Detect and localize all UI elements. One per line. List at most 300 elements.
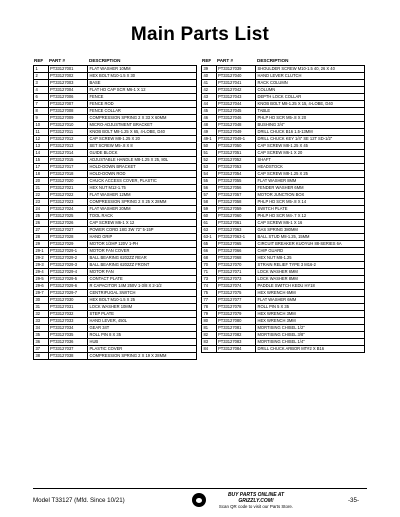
model-label: Model T33127 (Mfd. Since 10/21) <box>33 497 125 504</box>
table-row <box>34 290 197 297</box>
table-row <box>202 80 365 87</box>
ref-cell: 29 <box>34 241 49 248</box>
part-number-header: PART # <box>217 58 233 63</box>
table-row <box>202 325 365 332</box>
table-row <box>34 248 197 255</box>
ref-cell: 28 <box>34 234 49 241</box>
part-number-cell: PT33127084 <box>216 346 256 353</box>
ref-cell: 74 <box>202 283 217 290</box>
description-cell: CENTRIFUGAL SWITCH <box>88 290 197 297</box>
part-number-cell: PT33127034 <box>48 325 88 332</box>
table-row <box>34 136 197 143</box>
part-number-cell: PT33127032 <box>48 311 88 318</box>
part-number-cell: PT33127048 <box>216 122 256 129</box>
description-cell: SWITCH PLATE <box>256 206 365 213</box>
part-number-cell: PT33127046 <box>216 115 256 122</box>
ref-cell: 30 <box>34 297 49 304</box>
table-row <box>34 227 197 234</box>
part-number-cell: PT33127078 <box>216 304 256 311</box>
description-cell: CIRCUIT BREAKER KUOYUH 88-SERIES 6A <box>256 241 365 248</box>
ref-cell: 79 <box>202 311 217 318</box>
table-row <box>34 255 197 262</box>
description-cell: KNOB BOLT M8-1.25 X 65, 4-LOBE, D40 <box>88 129 197 136</box>
description-cell: HAND LEVER CLUTCH <box>256 73 365 80</box>
description-cell: DRILL CHUCK KEY 1/4" SE 12T SD-1/2" <box>256 136 365 143</box>
description-cell: CONTACT PLATE <box>88 276 197 283</box>
part-number-cell: PT33127026 <box>48 220 88 227</box>
table-row <box>202 143 365 150</box>
ref-cell: 22 <box>34 192 49 199</box>
promo-subline: Scan QR code to visit our Parts Store. <box>218 504 294 509</box>
table-row <box>34 346 197 353</box>
ref-cell: 73 <box>202 276 217 283</box>
table-row <box>202 115 365 122</box>
table-row <box>34 332 197 339</box>
description-cell: FLAT HD CAP SCR M6-1 X 12 <box>88 87 197 94</box>
table-row <box>34 269 197 276</box>
ref-cell: 35 <box>34 332 49 339</box>
part-number-cell: PT33127002 <box>48 73 88 80</box>
table-row <box>34 164 197 171</box>
description-cell: HEX WRENCH 3MM <box>256 311 365 318</box>
ref-cell: 44 <box>202 101 217 108</box>
part-number-cell: PT33127022 <box>48 192 88 199</box>
table-row <box>34 297 197 304</box>
description-cell: POWER CORD 18G 3W 72" 5-15P <box>88 227 197 234</box>
description-cell: MOTOR 1/2HP 120V 1-PH <box>88 241 197 248</box>
ref-cell: 51 <box>202 150 217 157</box>
part-number-cell: PT33127029-4 <box>48 269 88 276</box>
table-row <box>202 185 365 192</box>
ref-cell: 58 <box>202 199 217 206</box>
ref-cell: 38 <box>34 353 49 360</box>
description-cell: FLAT WASHER 12MM <box>88 192 197 199</box>
ref-cell: 32 <box>34 311 49 318</box>
part-number-cell: PT33127043 <box>216 94 256 101</box>
ref-cell: 29-2 <box>34 255 49 262</box>
ref-cell: 29-4 <box>34 269 49 276</box>
table-row <box>202 192 365 199</box>
part-number-cell: PT33127003 <box>48 80 88 87</box>
part-number-cell: PT33127079 <box>216 311 256 318</box>
ref-cell: 70 <box>202 262 217 269</box>
ref-cell: 42 <box>202 87 217 94</box>
description-cell: LOCK WASHER 8MM <box>256 276 365 283</box>
description-cell: CAP SCREW M6-1 X 12 <box>88 220 197 227</box>
promo-headline: BUY PARTS ONLINE AT GRIZZLY.COM! <box>227 492 285 504</box>
ref-cell: 7 <box>34 101 49 108</box>
ref-cell: 68 <box>202 255 217 262</box>
table-row <box>202 269 365 276</box>
table-row <box>202 157 365 164</box>
part-number-cell: PT33127051 <box>216 150 256 157</box>
ref-cell: 52 <box>202 157 217 164</box>
parts-table-header <box>33 56 197 65</box>
table-row <box>202 213 365 220</box>
ref-cell: 63-1 <box>202 234 217 241</box>
part-number-cell: PT33127080 <box>216 318 256 325</box>
description-cell: ROLL PIN 5 X 35 <box>256 304 365 311</box>
table-row <box>34 185 197 192</box>
part-number-cell: PT33127036 <box>48 339 88 346</box>
part-number-cell: PT33127013 <box>48 143 88 150</box>
part-number-cell: PT33127038 <box>48 353 88 360</box>
table-row <box>34 192 197 199</box>
ref-cell: 46 <box>202 115 217 122</box>
table-row <box>34 276 197 283</box>
part-number-cell: PT33127081 <box>216 325 256 332</box>
description-cell: PHLP HD SCR M4-.7 X 12 <box>256 213 365 220</box>
part-number-cell: PT33127039 <box>216 66 256 73</box>
ref-header: REF <box>202 58 212 63</box>
ref-cell: 23 <box>34 199 49 206</box>
description-cell: HOLD-DOWN ROD <box>88 171 197 178</box>
table-row <box>202 136 365 143</box>
part-number-cell: PT33127008 <box>48 108 88 115</box>
table-row <box>34 199 197 206</box>
description-cell: FENCE ROD <box>88 101 197 108</box>
grizzly-bear-logo-icon <box>192 493 206 507</box>
ref-cell: 29-1 <box>34 248 49 255</box>
description-cell: TOOL RACK <box>88 213 197 220</box>
description-cell: COMPRESSION SPRING 2 X 25 X 28MM <box>88 199 197 206</box>
table-row <box>202 164 365 171</box>
table-row <box>34 115 197 122</box>
part-number-cell: PT33127007 <box>48 101 88 108</box>
ref-cell: 27 <box>34 227 49 234</box>
description-cell: PHLP HD SCR M5-.8 X 20 <box>256 115 365 122</box>
description-cell: FENDER WASHER 6MM <box>256 185 365 192</box>
table-row <box>202 283 365 290</box>
table-row <box>202 150 365 157</box>
table-row <box>202 129 365 136</box>
table-row <box>34 178 197 185</box>
footer-divider <box>33 488 367 489</box>
ref-cell: 13 <box>34 143 49 150</box>
ref-cell: 65 <box>202 241 217 248</box>
part-number-cell: PT33127015 <box>48 157 88 164</box>
ref-cell: 75 <box>202 290 217 297</box>
part-number-cell: PT33127025 <box>48 213 88 220</box>
table-row <box>34 66 197 73</box>
table-row <box>34 325 197 332</box>
page-number: -35- <box>348 497 360 504</box>
table-row <box>34 143 197 150</box>
description-cell: COMPRESSION SPRING 2 X 19 X 28MM <box>88 353 197 360</box>
ref-cell: 36 <box>34 339 49 346</box>
table-row <box>34 213 197 220</box>
part-number-cell: PT33127042 <box>216 87 256 94</box>
table-row <box>34 87 197 94</box>
description-cell: CHIP GUARD <box>256 248 365 255</box>
table-row <box>34 311 197 318</box>
part-number-cell: PT33127074 <box>216 283 256 290</box>
table-row <box>202 220 365 227</box>
ref-cell: 83 <box>202 339 217 346</box>
description-cell: HEADSTOCK <box>256 164 365 171</box>
part-number-cell: PT33127070 <box>216 262 256 269</box>
ref-cell: 29-7 <box>34 290 49 297</box>
description-cell: GAS SPRING 380MM <box>256 227 365 234</box>
table-row <box>34 80 197 87</box>
description-cell: CAP SCREW M8-1.25 X 20 <box>88 136 197 143</box>
table-row <box>34 262 197 269</box>
table-row <box>34 339 197 346</box>
part-number-cell: PT33127029-6 <box>48 283 88 290</box>
ref-cell: 8 <box>34 108 49 115</box>
part-number-cell: PT33127054 <box>216 171 256 178</box>
table-row <box>202 255 365 262</box>
part-number-cell: PT33127029-3 <box>48 262 88 269</box>
ref-cell: 17 <box>34 164 49 171</box>
table-row <box>34 150 197 157</box>
part-number-cell: PT33127044 <box>216 101 256 108</box>
ref-cell: 77 <box>202 297 217 304</box>
ref-cell: 84 <box>202 346 217 353</box>
description-cell: MOTOR JUNCTION BOX <box>256 192 365 199</box>
part-number-cell: PT33127050 <box>216 143 256 150</box>
description-cell: GEAR 34T <box>88 325 197 332</box>
description-cell: KNOB BOLT M8-1.25 X 15, 4-LOBE, D40 <box>256 101 365 108</box>
table-row <box>202 346 365 353</box>
table-row <box>202 339 365 346</box>
ref-cell: 25 <box>34 213 49 220</box>
description-cell: CAP SCREW M6-1 X 16 <box>256 220 365 227</box>
part-number-cell: PT33127021 <box>48 185 88 192</box>
part-number-cell: PT33127037 <box>48 346 88 353</box>
description-cell: RACK COLUMN <box>256 80 365 87</box>
table-row <box>34 122 197 129</box>
table-row <box>34 129 197 136</box>
table-row <box>34 73 197 80</box>
table-row <box>202 234 365 241</box>
table-row <box>202 87 365 94</box>
description-cell: DRILL CHUCK B16 1.5-13MM <box>256 129 365 136</box>
table-row <box>34 171 197 178</box>
parts-list-right <box>201 56 365 353</box>
ref-cell: 55 <box>202 178 217 185</box>
ref-cell: 49-1 <box>202 136 217 143</box>
description-cell: HAND LEVER, 450L <box>88 318 197 325</box>
description-cell: BALL BEARING 6202ZZ REAR <box>88 255 197 262</box>
description-cell: PLASTIC COVER <box>88 346 197 353</box>
ref-cell: 80 <box>202 318 217 325</box>
description-cell: HUB <box>88 339 197 346</box>
description-cell: SET SCREW M5-.8 X 8 <box>88 143 197 150</box>
table-row <box>202 304 365 311</box>
ref-cell: 61 <box>202 220 217 227</box>
part-number-cell: PT33127030 <box>48 297 88 304</box>
table-row <box>34 206 197 213</box>
description-cell: HAND GRIP <box>88 234 197 241</box>
ref-cell: 54 <box>202 171 217 178</box>
table-row <box>202 73 365 80</box>
parts-list-left <box>33 56 197 360</box>
description-cell: FLAT WASHER 10MM <box>88 66 197 73</box>
description-cell: BALL STUD M8-1.25, 15MM <box>256 234 365 241</box>
ref-cell: 39 <box>202 66 217 73</box>
part-number-cell: PT33127018 <box>48 171 88 178</box>
part-number-cell: PT33127057 <box>216 192 256 199</box>
table-row <box>34 318 197 325</box>
description-cell: STEP PLATE <box>88 311 197 318</box>
part-number-cell: PT33127053 <box>216 164 256 171</box>
description-cell: SHAFT <box>256 157 365 164</box>
part-number-cell: PT33127066 <box>216 248 256 255</box>
description-cell: FLAT WASHER 8MM <box>256 178 365 185</box>
description-cell: CAP SCREW M8-1.25 X 25 <box>256 171 365 178</box>
ref-cell: 14 <box>34 150 49 157</box>
part-number-cell: PT33127083 <box>216 339 256 346</box>
part-number-cell: PT33127040 <box>216 73 256 80</box>
parts-table-left <box>33 65 197 360</box>
description-cell: BALL BEARING 6202ZZ FRONT <box>88 262 197 269</box>
description-cell: MORTISING CHISEL 1/2" <box>256 325 365 332</box>
description-cell: COMPRESSION SPRING 2 X 33 X 60MM <box>88 115 197 122</box>
table-row <box>202 108 365 115</box>
part-number-cell: PT33127024 <box>48 206 88 213</box>
description-cell: PADDLE SWITCH KEDU HY18 <box>256 283 365 290</box>
ref-cell: 9 <box>34 115 49 122</box>
ref-cell: 57 <box>202 192 217 199</box>
description-cell: GUIDE BLOCK <box>88 150 197 157</box>
ref-cell: 49 <box>202 129 217 136</box>
description-cell: FLAT WASHER 20MM <box>88 206 197 213</box>
description-cell: HOLD-DOWN BRACKET <box>88 164 197 171</box>
part-number-header: PART # <box>49 58 65 63</box>
table-row <box>34 304 197 311</box>
ref-cell: 3 <box>34 80 49 87</box>
description-cell: CHUCK ACCESS COVER, PLASTIC <box>88 178 197 185</box>
part-number-cell: PT33127004 <box>48 87 88 94</box>
ref-cell: 66 <box>202 248 217 255</box>
table-row <box>202 101 365 108</box>
ref-cell: 15 <box>34 157 49 164</box>
description-cell: FENCE COLLAR <box>88 108 197 115</box>
part-number-cell: PT33127059 <box>216 206 256 213</box>
description-cell: SHOULDER SCREW M10-1.5 40, 26 X 40 <box>256 66 365 73</box>
description-cell: PHLP HD SCR M5-.8 X 14 <box>256 199 365 206</box>
description-cell: TABLE <box>256 108 365 115</box>
part-number-cell: PT33127028 <box>48 234 88 241</box>
description-cell: MOTOR FAN COVER <box>88 248 197 255</box>
table-row <box>202 122 365 129</box>
description-cell: COLUMN <box>256 87 365 94</box>
part-number-cell: PT33127041 <box>216 80 256 87</box>
description-cell: R CAPACITOR 14M 250V 1-3/8 X 2-1/2 <box>88 283 197 290</box>
parts-promo <box>212 492 300 510</box>
ref-cell: 1 <box>34 66 49 73</box>
part-number-cell: PT33127014 <box>48 150 88 157</box>
description-cell: DRILL CHUCK ARBOR MT#2 X B16 <box>256 346 365 353</box>
description-cell: HEX WRENCH 3MM <box>256 318 365 325</box>
table-row <box>202 227 365 234</box>
part-number-cell: PT33127060 <box>216 213 256 220</box>
table-row <box>202 94 365 101</box>
part-number-cell: PT33127077 <box>216 297 256 304</box>
description-header: DESCRIPTION <box>89 58 121 63</box>
part-number-cell: PT33127011 <box>48 129 88 136</box>
part-number-cell: PT33127082 <box>216 332 256 339</box>
table-row <box>34 234 197 241</box>
part-number-cell: PT33127017 <box>48 164 88 171</box>
ref-header: REF <box>34 58 44 63</box>
ref-cell: 12 <box>34 136 49 143</box>
ref-cell: 43 <box>202 94 217 101</box>
part-number-cell: PT33127052 <box>216 157 256 164</box>
ref-cell: 78 <box>202 304 217 311</box>
ref-cell: 37 <box>34 346 49 353</box>
description-cell: DEPTH LOCK COLLAR <box>256 94 365 101</box>
description-cell: MICRO-ADJUSTMENT BRACKET <box>88 122 197 129</box>
ref-cell: 26 <box>34 220 49 227</box>
table-row <box>202 332 365 339</box>
page-title: Main Parts List <box>130 24 270 45</box>
part-number-cell: PT33127029-7 <box>48 290 88 297</box>
description-cell: MORTISING CHISEL 1/4" <box>256 339 365 346</box>
ref-cell: 2 <box>34 73 49 80</box>
ref-cell: 29-3 <box>34 262 49 269</box>
description-cell: HEX NUT M8-1.25 <box>256 255 365 262</box>
ref-cell: 81 <box>202 325 217 332</box>
ref-cell: 31 <box>34 304 49 311</box>
description-cell: FENCE <box>88 94 197 101</box>
description-cell: HEX NUT M12-1.75 <box>88 185 197 192</box>
part-number-cell: PT33127065 <box>216 241 256 248</box>
part-number-cell: PT33127033 <box>48 318 88 325</box>
part-number-cell: PT33127071 <box>216 269 256 276</box>
ref-cell: 53 <box>202 164 217 171</box>
description-cell: LOCK WASHER 10MM <box>88 304 197 311</box>
part-number-cell: PT33127001 <box>48 66 88 73</box>
table-row <box>202 290 365 297</box>
part-number-cell: PT33127012 <box>48 136 88 143</box>
ref-cell: 71 <box>202 269 217 276</box>
ref-cell: 11 <box>34 129 49 136</box>
description-cell: HEX BOLT M10-1.5 X 25 <box>88 297 197 304</box>
table-row <box>34 353 197 360</box>
description-header: DESCRIPTION <box>257 58 289 63</box>
table-row <box>202 206 365 213</box>
description-cell: BUSHING 3/4" <box>256 122 365 129</box>
part-number-cell: PT33127068 <box>216 255 256 262</box>
ref-cell: 41 <box>202 80 217 87</box>
ref-cell: 40 <box>202 73 217 80</box>
ref-cell: 59 <box>202 206 217 213</box>
ref-cell: 63 <box>202 227 217 234</box>
ref-cell: 82 <box>202 332 217 339</box>
part-number-cell: PT33127049 <box>216 129 256 136</box>
table-row <box>34 94 197 101</box>
table-row <box>202 171 365 178</box>
table-row <box>34 157 197 164</box>
part-number-cell: PT33127029 <box>48 241 88 248</box>
part-number-cell: PT33127009 <box>48 115 88 122</box>
description-cell: BASE <box>88 80 197 87</box>
part-number-cell: PT33127056 <box>216 185 256 192</box>
part-number-cell: PT33127061 <box>216 220 256 227</box>
ref-cell: 60 <box>202 213 217 220</box>
part-number-cell: PT33127035 <box>48 332 88 339</box>
description-cell: ROLL PIN 8 X 35 <box>88 332 197 339</box>
part-number-cell: PT33127073 <box>216 276 256 283</box>
part-number-cell: PT33127045 <box>216 108 256 115</box>
ref-cell: 24 <box>34 206 49 213</box>
table-row <box>202 241 365 248</box>
ref-cell: 45 <box>202 108 217 115</box>
part-number-cell: PT33127058 <box>216 199 256 206</box>
part-number-cell: PT33127006 <box>48 94 88 101</box>
